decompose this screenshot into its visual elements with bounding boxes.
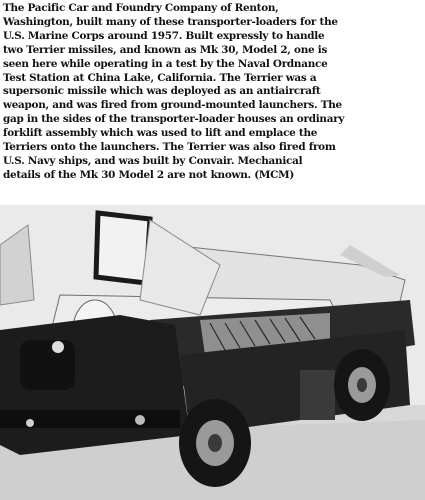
caption-line: Terriers onto the launchers. The Terrier was also fired from bbox=[3, 141, 336, 154]
bumper-light bbox=[26, 419, 34, 427]
windshield-frame bbox=[96, 213, 150, 283]
caption-line: U.S. Marine Corps around 1957. Built expressly to handle bbox=[3, 29, 325, 42]
truck-photo-illustration bbox=[0, 205, 425, 500]
caption-line: The Pacific Car and Foundry Company of Renton, bbox=[3, 2, 279, 14]
caption-line: two Terrier missiles, and known as Mk 30, Model 2, one is bbox=[3, 43, 328, 56]
caption-line: supersonic missile which was deployed as an antiaircraft bbox=[3, 85, 321, 98]
caption-line: weapon, and was fired from ground-mounted launchers. The bbox=[3, 99, 342, 112]
caption-line: U.S. Navy ships, and was built by Convair. Mechanical bbox=[3, 154, 303, 167]
caption-line: Test Station at China Lake, California. The Terrier was a bbox=[3, 71, 317, 84]
caption-line: forklift assembly which was used to lift and emplace the bbox=[3, 127, 318, 140]
bumper-light bbox=[135, 415, 145, 425]
photo-caption bbox=[3, 2, 422, 183]
caption-line: gap in the sides of the transporter-loader houses an ordinary bbox=[3, 113, 345, 126]
truck-photo bbox=[0, 205, 425, 500]
side-step bbox=[300, 370, 335, 420]
headlight bbox=[52, 341, 64, 353]
caption-line: seen here while operating in a test by the Naval Ordnance bbox=[3, 57, 328, 70]
rear-wheel bbox=[334, 349, 390, 421]
front-wheel bbox=[179, 399, 251, 487]
front-fender bbox=[20, 340, 75, 390]
caption-line: Washington, built many of these transporter-loaders for the bbox=[3, 15, 338, 28]
caption-line: details of the Mk 30 Model 2 are not known. (MCM) bbox=[3, 168, 295, 181]
